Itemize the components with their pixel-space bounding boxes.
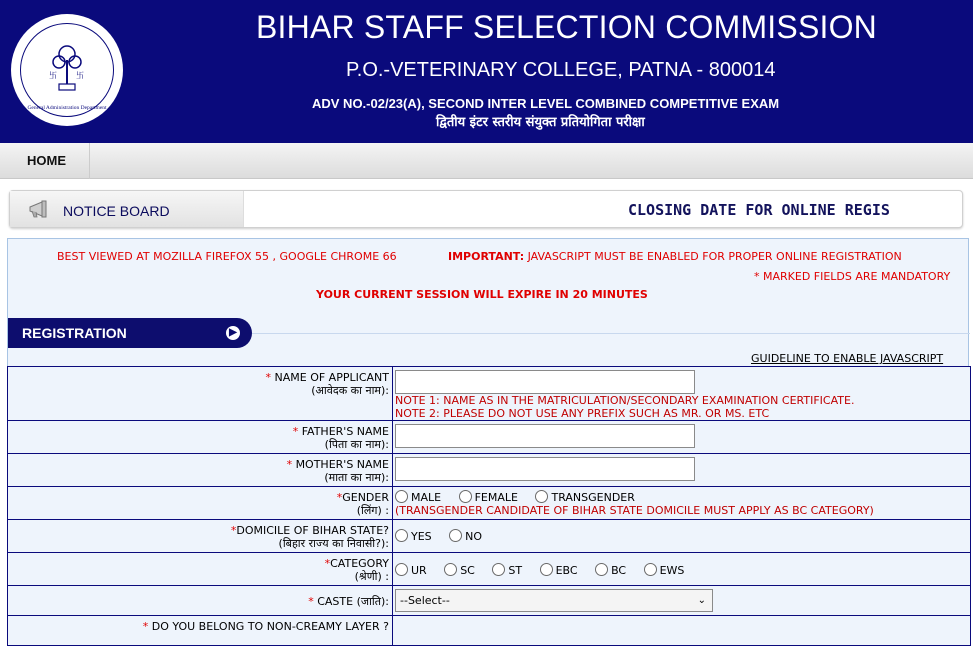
nav-bar xyxy=(0,143,973,179)
svg-text:卐: 卐 xyxy=(49,71,57,80)
caste-cell xyxy=(393,586,971,616)
name-note-2: NOTE 2: PLEASE DO NOT USE ANY PREFIX SUCH AS MR. OR MS. ETC xyxy=(395,407,770,420)
heading-divider xyxy=(252,333,970,334)
caste-select[interactable]: --Select-- ⌄ xyxy=(395,589,713,612)
mandatory-notice: * MARKED FIELDS ARE MANDATORY xyxy=(754,270,951,283)
father-name-input[interactable] xyxy=(395,424,695,448)
advertisement-number: ADV NO.-02/23(A), SECOND INTER LEVEL COMBINED COMPETITIVE EXAM xyxy=(312,96,780,111)
gender-note: (TRANSGENDER CANDIDATE OF BIHAR STATE DOMICILE MUST APPLY AS BC CATEGORY) xyxy=(395,504,874,517)
category-cell xyxy=(393,553,971,586)
mother-name-input[interactable] xyxy=(395,457,695,481)
browser-recommendation: BEST VIEWED AT MOZILLA FIREFOX 55 , GOOGLE CHROME 66 xyxy=(57,250,397,263)
category-option-ur[interactable]: UR xyxy=(395,563,427,577)
row-caste xyxy=(8,586,971,616)
radio-button[interactable] xyxy=(595,563,608,576)
notice-marquee[interactable]: CLOSING DATE FOR ONLINE REGIS xyxy=(628,201,890,219)
applicant-name-label: * NAME OF APPLICANT (आवेदक का नाम): xyxy=(8,367,393,421)
row-father-name xyxy=(8,421,971,454)
gender-option-transgender[interactable]: TRANSGENDER xyxy=(535,490,634,504)
radio-button[interactable] xyxy=(395,529,408,542)
row-applicant-name xyxy=(8,367,971,421)
caste-label: * CASTE (जाति): xyxy=(8,586,393,616)
session-expiry-notice: YOUR CURRENT SESSION WILL EXPIRE IN 20 MINUTES xyxy=(316,288,648,301)
gender-label: *GENDER (लिंग) : xyxy=(8,487,393,520)
father-name-cell xyxy=(393,421,971,454)
row-category xyxy=(8,553,971,586)
guideline-link[interactable]: GUIDELINE TO ENABLE JAVASCRIPT xyxy=(751,352,944,365)
gender-cell xyxy=(393,487,971,520)
radio-button[interactable] xyxy=(459,490,472,503)
radio-button[interactable] xyxy=(444,563,457,576)
nav-home-link[interactable]: HOME xyxy=(0,143,90,179)
domicile-option-no[interactable]: NO xyxy=(449,529,482,543)
important-label: IMPORTANT: xyxy=(448,250,525,263)
noncreamy-cell xyxy=(393,616,971,646)
domicile-option-yes[interactable]: YES xyxy=(395,529,432,543)
applicant-name-input[interactable] xyxy=(395,370,695,394)
row-mother-name xyxy=(8,454,971,487)
chevron-right-icon: ▶ xyxy=(226,326,240,340)
category-option-bc[interactable]: BC xyxy=(595,563,626,577)
notice-board-label: NOTICE BOARD xyxy=(63,203,170,219)
mother-name-cell xyxy=(393,454,971,487)
tree-emblem-icon xyxy=(49,42,85,92)
noncreamy-label: * DO YOU BELONG TO NON-CREAMY LAYER ? xyxy=(8,616,393,646)
category-option-sc[interactable]: SC xyxy=(444,563,475,577)
category-option-st[interactable]: ST xyxy=(492,563,522,577)
notice-board xyxy=(9,190,963,228)
logo-dept-text: General Administration Department xyxy=(27,105,107,111)
category-option-ebc[interactable]: EBC xyxy=(540,563,578,577)
javascript-notice xyxy=(448,250,902,263)
father-name-label: * FATHER'S NAME (पिता का नाम): xyxy=(8,421,393,454)
svg-text:卐: 卐 xyxy=(76,71,84,80)
radio-button[interactable] xyxy=(644,563,657,576)
category-label: *CATEGORY (श्रेणी) : xyxy=(8,553,393,586)
row-domicile xyxy=(8,520,971,553)
advertisement-hindi: द्वितीय इंटर स्तरीय संयुक्त प्रतियोगिता परीक्षा xyxy=(436,115,645,130)
applicant-name-cell xyxy=(393,367,971,421)
mother-name-label: * MOTHER'S NAME (माता का नाम): xyxy=(8,454,393,487)
row-noncreamy xyxy=(8,616,971,646)
name-note-1: NOTE 1: NAME AS IN THE MATRICULATION/SECONDARY EXAMINATION CERTIFICATE. xyxy=(395,394,855,407)
gender-option-female[interactable]: FEMALE xyxy=(459,490,518,504)
site-header xyxy=(0,0,973,143)
radio-button[interactable] xyxy=(395,563,408,576)
domicile-cell xyxy=(393,520,971,553)
radio-button[interactable] xyxy=(395,490,408,503)
gender-option-male[interactable]: MALE xyxy=(395,490,441,504)
important-text: JAVASCRIPT MUST BE ENABLED FOR PROPER ONLINE REGISTRATION xyxy=(524,250,902,263)
radio-button[interactable] xyxy=(535,490,548,503)
header-address: P.O.-VETERINARY COLLEGE, PATNA - 800014 xyxy=(346,59,776,81)
page-title: BIHAR STAFF SELECTION COMMISSION xyxy=(256,9,877,45)
registration-heading xyxy=(8,318,252,348)
row-gender xyxy=(8,487,971,520)
registration-title: REGISTRATION xyxy=(22,325,127,341)
commission-logo xyxy=(11,14,123,126)
megaphone-icon xyxy=(28,200,54,218)
category-option-ews[interactable]: EWS xyxy=(644,563,685,577)
radio-button[interactable] xyxy=(540,563,553,576)
registration-panel xyxy=(7,238,969,638)
registration-form xyxy=(7,366,971,646)
radio-button[interactable] xyxy=(492,563,505,576)
chevron-down-icon: ⌄ xyxy=(697,595,706,606)
domicile-label: *DOMICILE OF BIHAR STATE? (बिहार राज्य का निवासी?): xyxy=(8,520,393,553)
notice-board-tab xyxy=(10,191,244,227)
radio-button[interactable] xyxy=(449,529,462,542)
